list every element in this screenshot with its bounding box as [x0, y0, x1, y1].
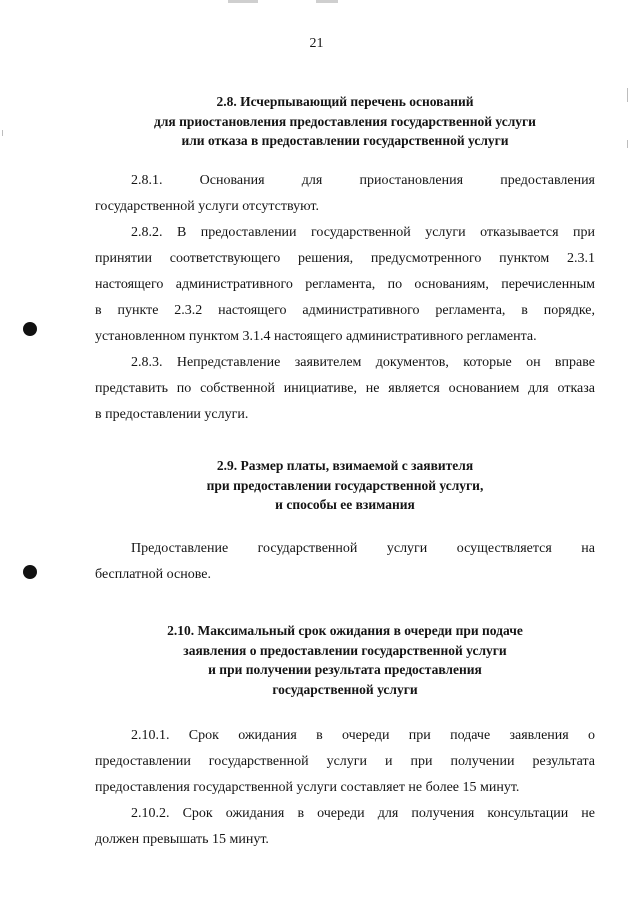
scan-speck: [627, 88, 628, 102]
section-2-10-heading: [90, 621, 600, 699]
paragraph-line: должен превышать 15 минут.: [95, 832, 269, 847]
section-2-9-heading: [90, 456, 600, 515]
paragraph-line: представить по собственной инициативе, не является основанием для отказа: [95, 381, 595, 396]
heading-line: 2.10. Максимальный срок ожидания в очереди при подаче: [167, 623, 523, 638]
page-number: 21: [309, 36, 324, 51]
heading-line: государственной услуги: [272, 681, 418, 697]
heading-line: и способы ее взимания: [275, 497, 415, 512]
paragraph-line: 2.8.1. Основания для приостановления предоставления: [131, 173, 595, 188]
scan-artifact: [228, 0, 258, 3]
scan-speck: [2, 130, 3, 136]
paragraph-line: 2.10.1. Срок ожидания в очереди при подаче заявления о: [131, 728, 595, 743]
heading-line: для приостановления предоставления государственной услуги: [154, 113, 536, 129]
paragraph-line: 2.8.2. В предоставлении государственной услуги отказывается при: [131, 225, 595, 240]
paragraph-2-10-1: [95, 723, 595, 801]
paragraph-line: Предоставление государственной услуги осуществляется на: [131, 541, 595, 556]
scan-artifact: [316, 0, 338, 3]
heading-line: заявления о предоставлении государственной услуги: [183, 642, 507, 658]
paragraph-line: 2.10.2. Срок ожидания в очереди для получения консультации не: [131, 806, 595, 821]
binder-hole: [23, 565, 37, 579]
paragraph-2-10-2: [95, 801, 595, 853]
heading-line: или отказа в предоставлении государственной услуги: [181, 133, 509, 148]
heading-line: при предоставлении государственной услуги,: [206, 477, 484, 493]
paragraph-line: установленном пунктом 3.1.4 настоящего административного регламента.: [95, 329, 537, 344]
heading-line: 2.9. Размер платы, взимаемой с заявителя: [216, 458, 474, 473]
paragraph-line: предоставлении государственной услуги и при получении результата: [95, 754, 595, 769]
paragraph-2-8-3: [95, 350, 595, 428]
paragraph-2-8-2: [95, 220, 595, 350]
scan-speck: [627, 140, 628, 148]
paragraph-2-8-1: [95, 168, 595, 220]
paragraph-line: в предоставлении услуги.: [95, 407, 249, 422]
paragraph-line: бесплатной основе.: [95, 567, 211, 582]
paragraph-line: в пункте 2.3.2 настоящего административного регламента, в порядке,: [95, 303, 595, 318]
paragraph-2-9: [95, 536, 595, 588]
binder-hole: [23, 322, 37, 336]
paragraph-line: предоставления государственной услуги составляет не более 15 минут.: [95, 780, 520, 795]
paragraph-line: государственной услуги отсутствуют.: [95, 199, 319, 214]
heading-line: 2.8. Исчерпывающий перечень оснований: [216, 94, 474, 109]
paragraph-line: 2.8.3. Непредставление заявителем документов, которые он вправе: [131, 355, 595, 370]
paragraph-line: настоящего административного регламента, по основаниям, перечисленным: [95, 277, 595, 292]
heading-line: и при получении результата предоставления: [208, 662, 482, 677]
paragraph-line: принятии соответствующего решения, предусмотренного пунктом 2.3.1: [95, 251, 595, 266]
section-2-8-heading: [90, 92, 600, 151]
